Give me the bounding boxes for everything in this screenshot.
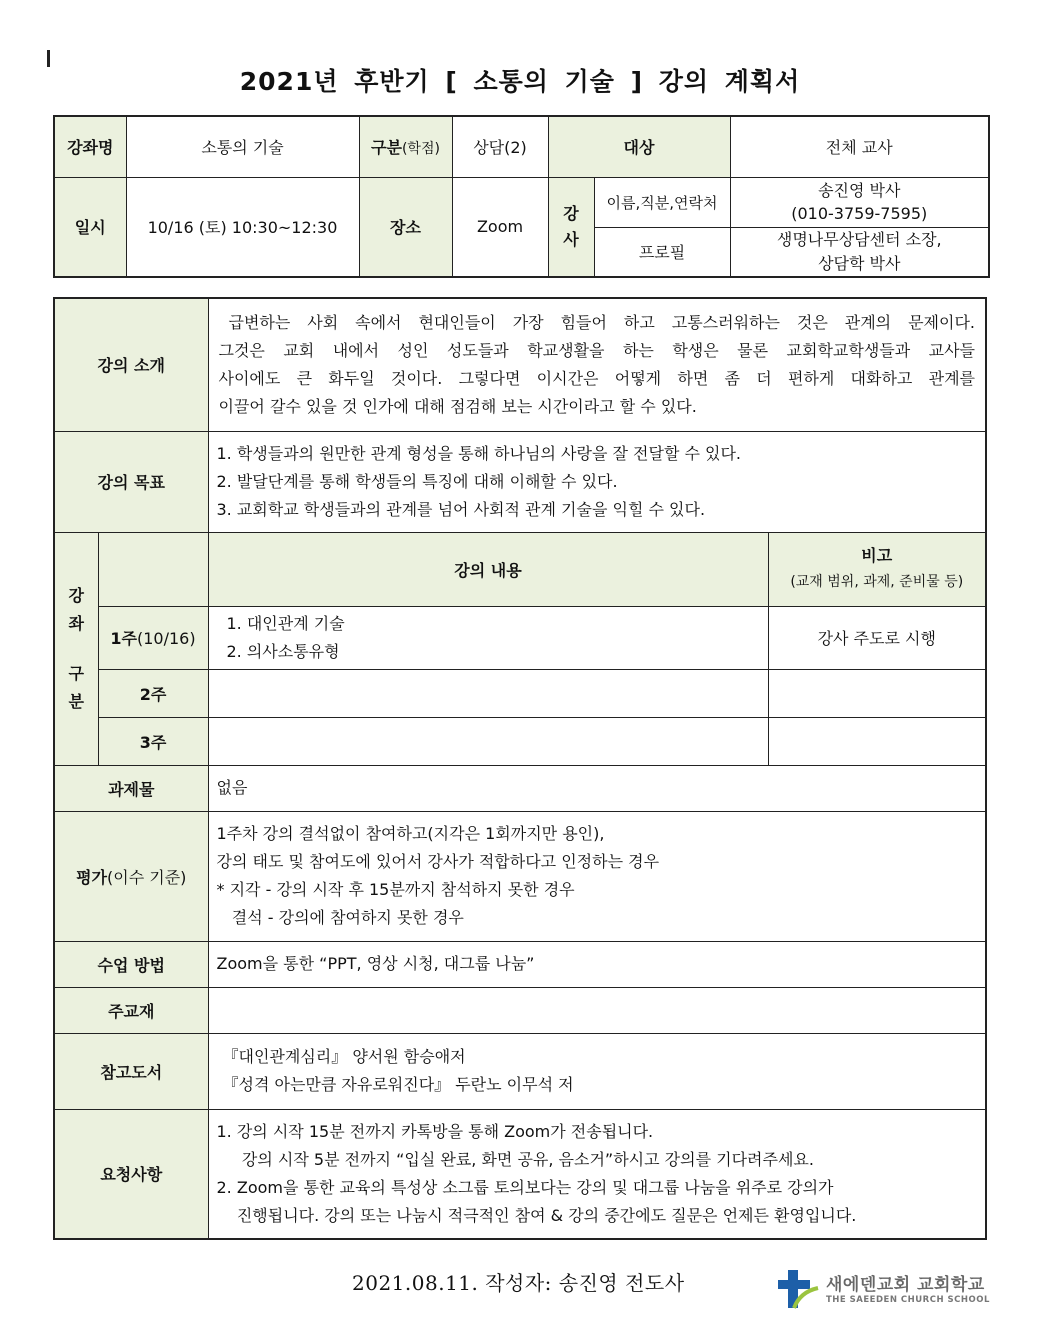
course-info-table: [53, 115, 990, 278]
references-label: 참고도서: [54, 1033, 208, 1109]
page-title: 2021년 후반기 [ 소통의 기술 ] 강의 계획서: [239, 67, 801, 96]
contact-label: 이름,직분,연락처: [594, 177, 730, 227]
assignment-label: 과제물: [54, 765, 208, 811]
requests-text: 1. 강의 시작 15분 전까지 카톡방을 통해 Zoom가 전송됩니다. 강의 시작 5분 전까지 “입실 완료, 화면 공유, 음소거”하시고 강의를 기다려주세요. 2. Zoom을 통한 교육의 특성상 소그룹 토의보다는 강의 및 대그룹 나눔을 위주로 강의가 진행됩니다. 강의 또는 나눔시 적극적인 참여 & 강의 중간에도 질문은 언제든 환영입니다.: [208, 1109, 986, 1239]
logo-english-text: THE SAEEDEN CHURCH SCHOOL: [826, 1295, 990, 1305]
type-value: 상담(2): [452, 116, 548, 177]
place-value: Zoom: [452, 177, 548, 277]
cross-logo-icon: [776, 1268, 820, 1310]
week-1-content: 1. 대인관계 기술 2. 의사소통유형: [208, 606, 768, 669]
week-2-label: 2주: [98, 669, 208, 717]
course-plan-table: [53, 297, 987, 1240]
contact-value: 송진영 박사 (010-3759-7595): [730, 177, 989, 227]
course-name-value: 소통의 기술: [126, 116, 359, 177]
week-3-note: [768, 717, 986, 765]
week-2-content: [208, 669, 768, 717]
schedule-corner: [98, 532, 208, 606]
assignment-value: 없음: [208, 765, 986, 811]
content-header: 강의 내용: [208, 532, 768, 606]
week-3-label: 3주: [98, 717, 208, 765]
target-value: 전체 교사: [730, 116, 989, 177]
footer-author: 2021.08.11. 작성자: 송진영 전도사: [352, 1271, 685, 1295]
intro-label: 강의 소개: [54, 298, 208, 431]
course-name-label: 강좌명: [54, 116, 126, 177]
goals-text: 1. 학생들과의 원만한 관계 형성을 통해 하나님의 사랑을 잘 전달할 수 있다. 2. 발달단계를 통해 학생들의 특징에 대해 이해할 수 있다. 3. 교회학교 학생들과의 관계를 넘어 사회적 관계 기술을 익힐 수 있다.: [208, 431, 986, 532]
week-2-note: [768, 669, 986, 717]
references-text: 『대인관계심리』 양서원 함승애저 『성격 아는만큼 자유로워진다』 두란노 이무석 저: [208, 1033, 986, 1109]
instructor-label: 강 사: [548, 177, 594, 277]
date-label: 일시: [54, 177, 126, 277]
church-logo: [776, 1268, 998, 1310]
intro-text: 급변하는 사회 속에서 현대인들이 가장 힘들어 하고 고통스러워하는 것은 관계의 문제이다. 그것은 교회 내에서 성인 성도들과 학교생활을 하는 학생은 물론 교회학교학생들과 교사들 사이에도 큰 화두일 것이다. 그렇다면 이시간은 어떻게 하면 좀 더 편하게 대화하고 관계를 이끌어 갈수 있을 것 인가에 대해 점검해 보는 시간이라고 할 수 있다.: [208, 298, 986, 431]
week-1-label: 1주(10/16): [98, 606, 208, 669]
evaluation-text: 1주차 강의 결석없이 참여하고(지각은 1회까지만 용인), 강의 태도 및 참여도에 있어서 강사가 적합하다고 인정하는 경우 * 지각 - 강의 시작 후 15분까지 참석하지 못한 경우 결석 - 강의에 참여하지 못한 경우: [208, 811, 986, 941]
textbook-label: 주교재: [54, 987, 208, 1033]
goals-label: 강의 목표: [54, 431, 208, 532]
target-label: 대상: [548, 116, 730, 177]
evaluation-label: 평가(이수 기준): [54, 811, 208, 941]
logo-korean-text: 새에덴교회 교회학교: [826, 1275, 985, 1295]
type-label: 구분(학점): [359, 116, 452, 177]
place-label: 장소: [359, 177, 452, 277]
week-1-note: 강사 주도로 시행: [768, 606, 986, 669]
note-header: 비고 (교재 범위, 과제, 준비물 등): [768, 532, 986, 606]
schedule-side-label: 강 좌 구 분: [54, 532, 98, 765]
date-value: 10/16 (토) 10:30~12:30: [126, 177, 359, 277]
method-label: 수업 방법: [54, 941, 208, 987]
method-value: Zoom을 통한 “PPT, 영상 시청, 대그룹 나눔”: [208, 941, 986, 987]
profile-value: 생명나무상담센터 소장, 상담학 박사: [730, 227, 989, 277]
profile-label: 프로필: [594, 227, 730, 277]
week-3-content: [208, 717, 768, 765]
textbook-value: [208, 987, 986, 1033]
requests-label: 요청사항: [54, 1109, 208, 1239]
